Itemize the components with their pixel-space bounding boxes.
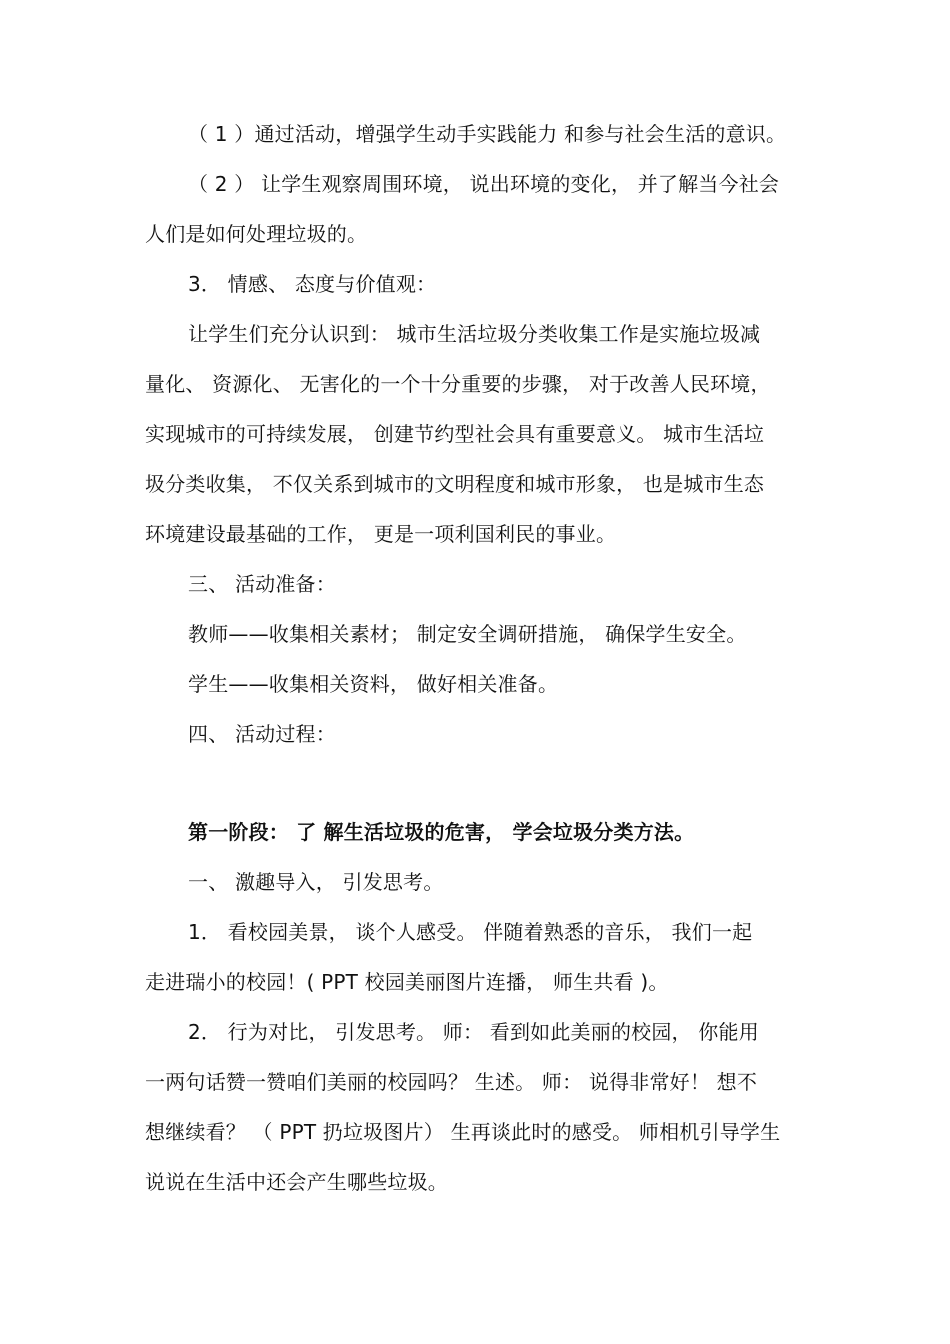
paragraph-step-2-line-4: 说说在生活中还会产生哪些垃圾。 bbox=[145, 1170, 448, 1194]
paragraph-objective-2-line-2: 人们是如何处理垃圾的。 bbox=[145, 222, 368, 246]
paragraph-values-line-5: 环境建设最基础的工作， 更是一项利国利民的事业。 bbox=[145, 522, 617, 546]
paragraph-step-2-line-2: 一两句话赞一赞咱们美丽的校园吗？ 生述。 师： 说得非常好！ 想不 bbox=[145, 1070, 758, 1094]
paragraph-step-1-line-2: 走进瑞小的校园！( PPT 校园美丽图片连播， 师生共看 )。 bbox=[145, 970, 669, 994]
paragraph-step-2-line-1: 2． 行为对比， 引发思考。 师： 看到如此美丽的校园， 你能用 bbox=[188, 1020, 759, 1044]
paragraph-student-prep: 学生——收集相关资料， 做好相关准备。 bbox=[188, 672, 559, 696]
subheading-introduction: 一、 激趣导入， 引发思考。 bbox=[188, 870, 444, 894]
section-heading-preparation: 三、 活动准备： bbox=[188, 572, 336, 596]
stage-one-heading: 第一阶段： 了 解生活垃圾的危害， 学会垃圾分类方法。 bbox=[188, 820, 695, 844]
section-heading-emotion-attitude: 3． 情感、 态度与价值观： bbox=[188, 272, 437, 296]
paragraph-teacher-prep: 教师——收集相关素材； 制定安全调研措施， 确保学生安全。 bbox=[188, 622, 747, 646]
paragraph-objective-1: （ 1 ）通过活动，增强学生动手实践能力 和参与社会生活的意识。 bbox=[188, 122, 787, 146]
paragraph-objective-2-line-1: （ 2 ） 让学生观察周围环境， 说出环境的变化， 并了解当今社会 bbox=[188, 172, 780, 196]
paragraph-step-2-line-3: 想继续看？ （ PPT 扔垃圾图片） 生再谈此时的感受。 师相机引导学生 bbox=[145, 1120, 781, 1144]
paragraph-values-line-2: 量化、 资源化、 无害化的一个十分重要的步骤， 对于改善人民环境， bbox=[145, 372, 771, 396]
paragraph-step-1-line-1: 1． 看校园美景， 谈个人感受。 伴随着熟悉的音乐， 我们一起 bbox=[188, 920, 753, 944]
paragraph-values-line-4: 圾分类收集， 不仅关系到城市的文明程度和城市形象， 也是城市生态 bbox=[145, 472, 765, 496]
paragraph-values-line-1: 让学生们充分认识到： 城市生活垃圾分类收集工作是实施垃圾减 bbox=[188, 322, 761, 346]
paragraph-values-line-3: 实现城市的可持续发展， 创建节约型社会具有重要意义。 城市生活垃 bbox=[145, 422, 765, 446]
section-heading-process: 四、 活动过程： bbox=[188, 722, 336, 746]
